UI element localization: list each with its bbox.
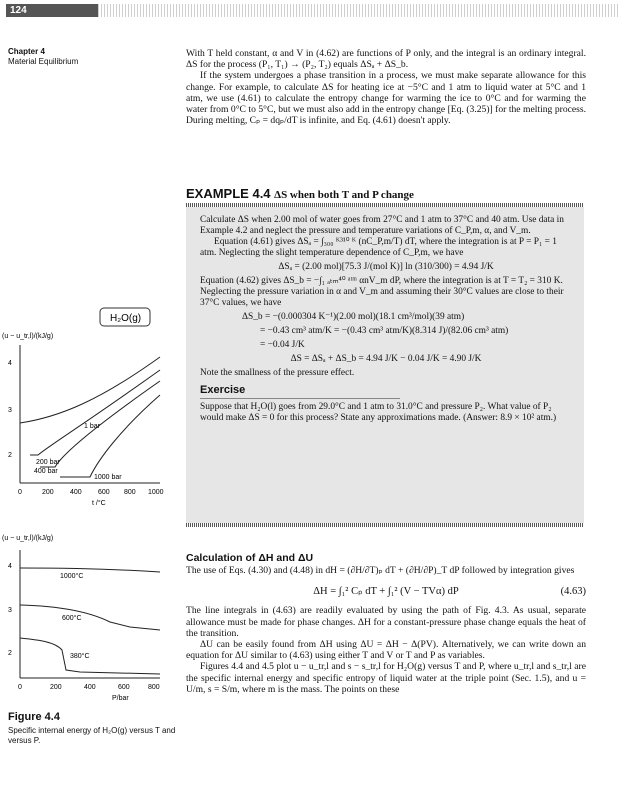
exercise-text: Suppose that H₂O(l) goes from 29.0°C and 1 atm to 31.0°C and pressure P₂. What value of P₂ would make ΔS = 0 for this process? State any approximations made. (Answer: 8.9 × 10² atm.): [200, 402, 557, 423]
label-200bar: 200 bar: [36, 459, 60, 466]
section-equation: ΔH = ∫₁² Cₚ dT + ∫₁² (V − TVα) dP: [313, 586, 459, 598]
bottom-xtick: 600: [118, 684, 130, 691]
figure-caption-text: Specific internal energy of H₂O(g) versus T and versus P.: [8, 726, 176, 745]
label-1bar: 1 bar: [84, 423, 100, 430]
example-rule-bottom: [186, 523, 584, 527]
top-xtick: 800: [124, 489, 136, 496]
section-paragraph-1: The use of Eqs. (4.30) and (4.48) in dH = (∂H/∂T)ₚ dT + (∂H/∂P)_T dP followed by integration gives: [186, 565, 575, 576]
section-paragraph-4: Figures 4.4 and 4.5 plot u − u_tr,l and s − s_tr,l for H₂O(g) versus T and P, where u_tr,l and s_tr,l are the specific internal energy and specific entropy of liquid water at the triple point (Sec. 1.5), and u = U/m, s = S/m, where m is the mass. The points on these: [186, 661, 586, 695]
page-number: 124: [6, 4, 102, 17]
example-eq-4: = −0.04 J/K: [260, 340, 305, 350]
equation-number: (4.63): [560, 586, 586, 598]
bottom-x-ticks: [18, 684, 160, 691]
bottom-curve-labels: [60, 572, 90, 660]
intro-text: [186, 48, 586, 126]
label-1000C: 1000°C: [60, 573, 84, 580]
example-title: ΔS when both T and P change: [274, 189, 414, 201]
label-1000bar: 1000 bar: [94, 474, 122, 481]
section-paragraph-2: The line integrals in (4.63) are readily evaluated by using the path of Fig. 4.3. As usual, separate allowance must be made for phase changes. ΔH for a constant-pressure phase change equals the heat of the transition.: [186, 605, 586, 639]
example-solution-1: Equation (4.61) gives ΔSₐ = ∫₃₀₀ ᴷ³¹⁰ ᴷ (nC_P,m/T) dT, where the integration is at P = P₁ = 1 atm. Neglecting the slight temperature dependence of C_P,m, we have: [200, 237, 557, 258]
top-xtick: 1000: [148, 489, 164, 496]
example-eq-3: = −0.43 cm³ atm/K = −(0.43 cm³ atm/K)(8.314 J)/(82.06 cm³ atm): [260, 326, 509, 336]
section-text: [186, 565, 586, 695]
exercise-heading: Exercise: [200, 385, 400, 399]
figure-bottom-plot: [0, 530, 180, 705]
figure-caption: [8, 712, 178, 746]
label-400bar: 400 bar: [34, 468, 58, 475]
top-x-ticks: [18, 489, 164, 496]
bottom-xtick: 200: [50, 684, 62, 691]
curve-400bar: [40, 381, 160, 467]
intro-paragraph-1: With T held constant, α and V in (4.62) are functions of P only, and the integral is an ordinary integral. ΔS for the process (P₁, T₁) → (P₂, T₂) equals ΔSₐ + ΔS_b.: [186, 48, 586, 71]
bottom-xtick: 0: [18, 684, 22, 691]
h2o-box-label: H₂O(g): [110, 313, 142, 324]
bottom-xtick: 400: [84, 684, 96, 691]
page-header-bar: [98, 4, 618, 17]
figure-label: Figure 4.4: [8, 711, 60, 723]
top-xtick: 200: [42, 489, 54, 496]
top-y-ticks: [8, 360, 12, 459]
curve-600C: [20, 605, 160, 630]
bottom-ytick: 2: [8, 650, 12, 657]
curve-1bar: [20, 357, 160, 423]
top-xtick: 400: [70, 489, 82, 496]
example-eq-5: ΔS = ΔSₐ + ΔS_b = 4.94 J/K − 0.04 J/K = 4.90 J/K: [290, 354, 482, 364]
example-solution-2: Equation (4.62) gives ΔS_b = −∫₁ ₐₜₘ⁴⁰ ᵃᵗᵐ αnV_m dP, where the integration is at T = T₂ = 310 K. Neglecting the pressure variation in α and V_m and assuming their 30°C values are close to their 37°C values, we have: [200, 276, 564, 308]
top-x-label: t /°C: [92, 500, 106, 507]
curve-380C: [20, 638, 160, 674]
top-xtick: 0: [18, 489, 22, 496]
curve-1000C: [20, 568, 160, 572]
example-eq-2: ΔS_b = −(0.000304 K⁻¹)(2.00 mol)(18.1 cm³/mol)(39 atm): [242, 312, 465, 322]
top-ytick: 4: [8, 360, 12, 367]
top-ytick: 3: [8, 407, 12, 414]
example-label: EXAMPLE: [186, 186, 249, 201]
chapter-number: Chapter 4: [8, 47, 45, 56]
top-xtick: 600: [98, 489, 110, 496]
example-box: [186, 207, 584, 523]
example-heading: [186, 186, 414, 201]
bottom-y-label: (u − u_tr,l)/(kJ/g): [2, 535, 54, 542]
section-equation-line: [186, 586, 586, 597]
example-problem: Calculate ΔS when 2.00 mol of water goes from 27°C and 1 atm to 37°C and 40 atm. Use data in Example 4.2 and neglect the pressure and temperature variations of C_P,m, α, and V_m.: [200, 215, 564, 236]
bottom-xtick: 800: [148, 684, 160, 691]
label-600C: 600°C: [62, 615, 82, 622]
chapter-title: Material Equilibrium: [8, 57, 79, 66]
top-ytick: 2: [8, 452, 12, 459]
chapter-label: [8, 47, 78, 67]
top-y-label: (u − u_tr,l)/(kJ/g): [2, 333, 54, 340]
figure-top-plot: [0, 305, 180, 520]
example-note: Note the smallness of the pressure effect.: [200, 368, 355, 378]
example-number: 4.4: [252, 186, 271, 201]
top-curve-labels: [34, 423, 122, 481]
bottom-ytick: 3: [8, 607, 12, 614]
section-paragraph-3: ΔU can be easily found from ΔH using ΔU = ΔH − Δ(PV). Alternatively, we can write down an equation for ΔU similar to (4.63) using either T and V or T and P as variables.: [186, 639, 586, 662]
bottom-ytick: 4: [8, 563, 12, 570]
bottom-y-ticks: [8, 563, 12, 657]
bottom-x-label: P/bar: [112, 695, 129, 702]
example-eq-1: ΔSₐ = (2.00 mol)[75.3 J/(mol K)] ln (310/300) = 4.94 J/K: [278, 262, 494, 272]
intro-paragraph-2: If the system undergoes a phase transition in a process, we must make separate allowance for this change. For example, to calculate ΔS for heating ice at −5°C and 1 atm to liquid water at 5°C and 1 atm, we use (4.61) to calculate the entropy change for warming the ice to 0°C and for warming the water from 0°C to 5°C, but we must also add in the entropy change [Eq. (3.25)] for the melting process. During melting, Cₚ = dqₚ/dT is infinite, and Eq. (4.61) doesn't apply.: [186, 70, 586, 127]
section-heading: Calculation of ΔH and ΔU: [186, 552, 314, 564]
label-380C: 380°C: [70, 653, 90, 660]
